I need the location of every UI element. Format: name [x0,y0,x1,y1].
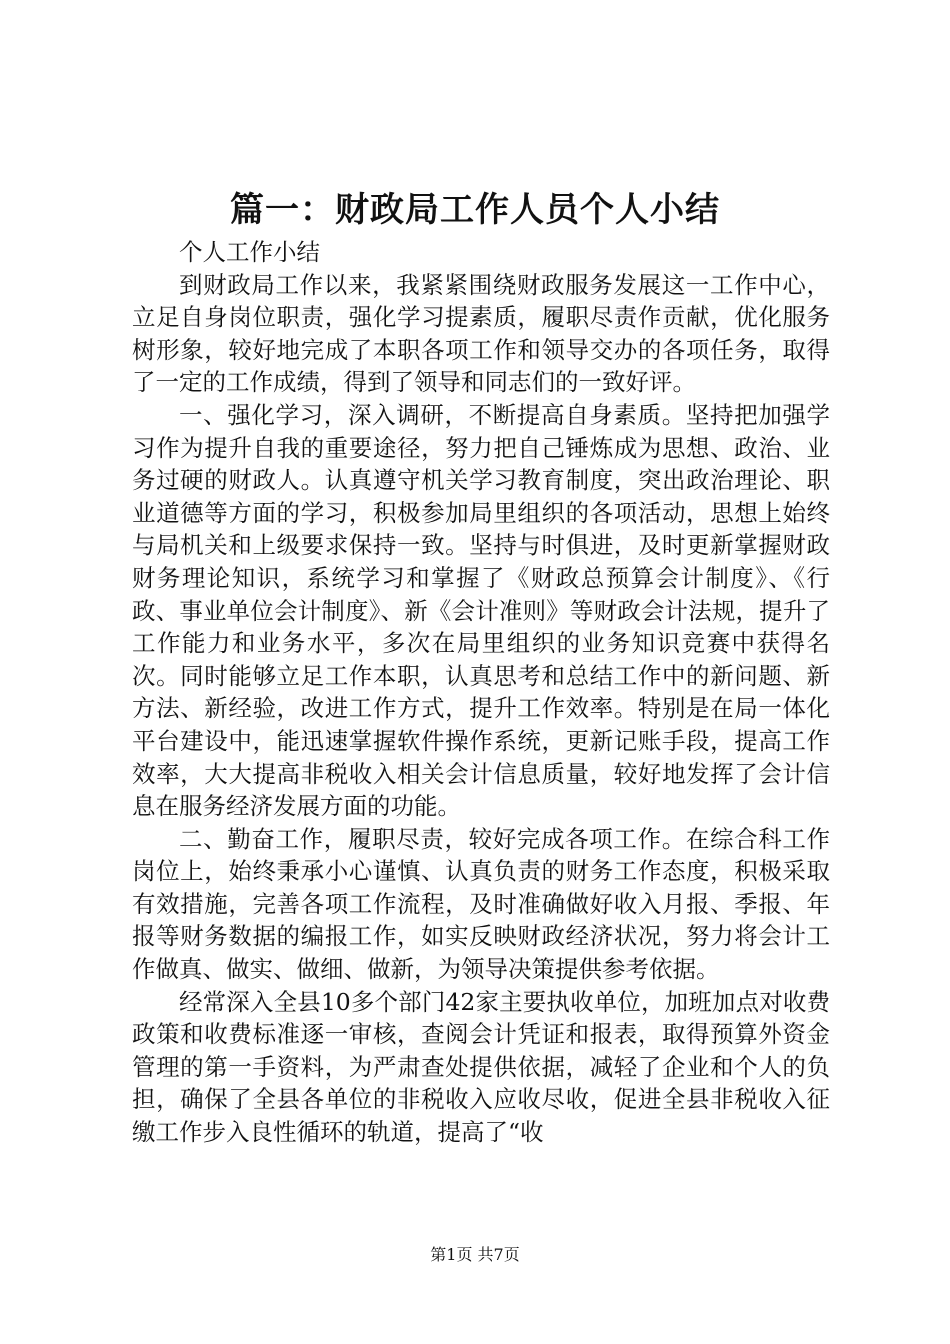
paragraph-section-two: 二、勤奋工作，履职尽责，较好完成各项工作。在综合科工作岗位上，始终秉承小心谨慎、认真负责的财务工作态度，积极采取有效措施，完善各项工作流程，及时准确做好收入月报、季报、年报等财务数据的编报工作，如实反映财政经济状况，努力将会计工作做真、做实、做细、做新，为领导决策提供参考依据。 [132,824,830,984]
paragraph-section-one: 一、强化学习，深入调研，不断提高自身素质。坚持把加强学习作为提升自我的重要途径，努力把自己锤炼成为思想、政治、业务过硬的财政人。认真遵守机关学习教育制度，突出政治理论、职业道德等方面的学习，积极参加局里组织的各项活动，思想上始终与局机关和上级要求保持一致。坚持与时俱进，及时更新掌握财政财务理论知识，系统学习和掌握了《财政总预算会计制度》、《行政、事业单位会计制度》、新《会计准则》等财政会计法规，提升了工作能力和业务水平，多次在局里组织的业务知识竞赛中获得名次。同时能够立足工作本职，认真思考和总结工作中的新问题、新方法、新经验，改进工作方式，提升工作效率。特别是在局一体化平台建设中，能迅速掌握软件操作系统，更新记账手段，提高工作效率，大大提高非税收入相关会计信息质量，较好地发挥了会计信息在服务经济发展方面的功能。 [132,400,830,821]
document-title: 篇一：财政局工作人员个人小结 [230,190,720,230]
paragraph-field-work: 经常深入全县10多个部门42家主要执收单位，加班加点对收费政策和收费标准逐一审核，查阅会计凭证和报表，取得预算外资金管理的第一手资料，为严肃查处提供依据，减轻了企业和个人的负担，确保了全县各单位的非税收入应收尽收，促进全县非税收入征缴工作步入良性循环的轨道，提高了“收 [132,987,830,1147]
page-number-footer: 第1页 共7页 [430,1245,520,1264]
document-body [132,236,830,1149]
document-subtitle: 个人工作小结 [179,238,320,266]
paragraph-intro: 到财政局工作以来，我紧紧围绕财政服务发展这一工作中心，立足自身岗位职责，强化学习提素质，履职尽责作贡献，优化服务树形象，较好地完成了本职各项工作和领导交办的各项任务，取得了一定的工作成绩，得到了领导和同志们的一致好评。 [132,270,830,397]
